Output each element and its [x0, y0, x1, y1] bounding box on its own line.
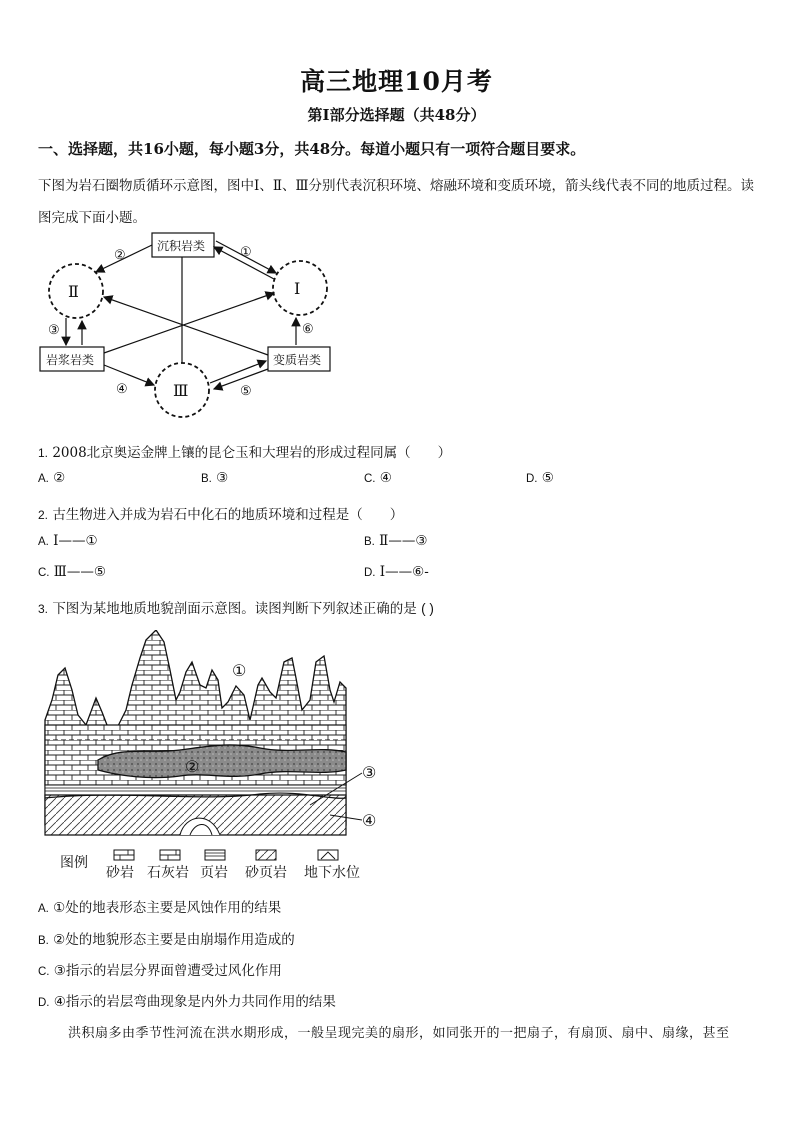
- mark-4: ④: [362, 811, 377, 830]
- option-label: B.: [38, 935, 49, 947]
- label-arrow-6: ⑥: [302, 322, 314, 337]
- option-mark: ②: [53, 932, 66, 948]
- option-text: Ⅰ——①: [53, 533, 98, 549]
- option-1c[interactable]: [364, 470, 392, 486]
- option-text: ④: [379, 470, 392, 486]
- option-3b[interactable]: [38, 928, 295, 948]
- label-arrow-5: ⑤: [240, 384, 252, 399]
- rock-cycle-diagram: [30, 225, 350, 425]
- legend-label-limestone: 石灰岩: [147, 864, 189, 880]
- option-label: D.: [38, 997, 50, 1009]
- option-3d[interactable]: [38, 990, 336, 1010]
- legend-icon-shale: [205, 850, 225, 860]
- mark-2: ②: [185, 757, 200, 776]
- geology-section-diagram: [40, 630, 400, 882]
- question-text: 2008北京奥运金牌上镶的昆仑玉和大理岩的形成过程同属（ ）: [52, 445, 452, 461]
- question-2: [38, 503, 403, 523]
- option-1b[interactable]: [201, 470, 228, 486]
- option-mark: ④: [53, 994, 66, 1010]
- option-label: C.: [364, 473, 376, 485]
- legend-icon-water-table: [318, 850, 338, 860]
- question-text: 下图为某地地质地貌剖面示意图。读图判断下列叙述正确的是: [52, 601, 417, 617]
- option-label: C.: [38, 567, 50, 579]
- page-title: 高三地理10月考: [300, 67, 493, 96]
- option-text: 处的地貌形态主要是由崩塌作用造成的: [65, 932, 295, 948]
- option-3a[interactable]: [38, 896, 281, 916]
- legend-label-sandstone: 砂岩: [106, 864, 134, 880]
- option-3c[interactable]: [38, 959, 282, 979]
- question-number: 1.: [38, 446, 49, 460]
- option-text: Ⅰ——⑥-: [379, 564, 429, 580]
- label-magma: 岩浆岩类: [46, 353, 95, 367]
- legend-icon-limestone: [160, 850, 180, 860]
- intro-paragraph: 下图为岩石圈物质循环示意图，图中Ⅰ、Ⅱ、Ⅲ分别代表沉积环境、熔融环境和变质环境，箭头线代表不同的地质过程。读图完成下面小题。: [38, 178, 755, 226]
- part-subtitle: 第Ⅰ部分选择题（共48分）: [307, 106, 486, 124]
- option-label: D.: [364, 567, 376, 579]
- legend-title: 图例: [60, 854, 88, 870]
- option-2d[interactable]: [364, 564, 429, 580]
- label-metamorphic: 变质岩类: [273, 353, 322, 367]
- option-text: Ⅲ——⑤: [53, 564, 106, 580]
- option-label: B.: [364, 536, 375, 548]
- option-label: B.: [201, 473, 212, 485]
- option-2c[interactable]: [38, 564, 106, 580]
- option-2a[interactable]: [38, 533, 98, 549]
- label-circle-III: Ⅲ: [173, 381, 189, 400]
- legend-label-water-table: 地下水位: [304, 864, 360, 880]
- option-label: C.: [38, 966, 50, 978]
- option-text: ⑤: [541, 470, 554, 486]
- label-circle-II: Ⅱ: [68, 282, 79, 301]
- label-arrow-4: ④: [116, 382, 128, 397]
- section-heading: 一、选择题，共16小题，每小题3分，共48分。每道小题只有一项符合题目要求。: [38, 140, 586, 158]
- option-text: 指示的岩层弯曲现象是内外力共同作用的结果: [65, 994, 336, 1010]
- answer-paren: ( ): [421, 601, 434, 616]
- legend-icon-sandstone: [114, 850, 134, 860]
- option-label: D.: [526, 473, 538, 485]
- option-text: ②: [53, 470, 66, 486]
- mark-1: ①: [232, 661, 247, 680]
- mark-3: ③: [362, 763, 377, 782]
- legend-icon-sandshale: [256, 850, 276, 860]
- question-1: [38, 441, 451, 461]
- option-mark: ①: [53, 900, 66, 916]
- option-text: 指示的岩层分界面曾遭受过风化作用: [65, 963, 282, 979]
- label-arrow-1: ①: [240, 245, 252, 260]
- option-1a[interactable]: [38, 470, 65, 486]
- option-label: A.: [38, 473, 49, 485]
- label-circle-I: Ⅰ: [294, 279, 301, 298]
- question-3: [38, 597, 434, 617]
- option-text: Ⅱ——③: [379, 533, 428, 549]
- option-label: A.: [38, 903, 49, 915]
- legend-label-shale: 页岩: [200, 864, 228, 880]
- option-text: ③: [216, 470, 229, 486]
- option-text: 处的地表形态主要是风蚀作用的结果: [65, 900, 282, 916]
- question-text: 古生物进入并成为岩石中化石的地质环境和过程是（ ）: [52, 507, 404, 523]
- question-number: 2.: [38, 508, 49, 522]
- option-mark: ③: [53, 963, 66, 979]
- next-passage: 洪积扇多由季节性河流在洪水期形成，一般呈现完美的扇形，如同张开的一把扇子，有扇顶、扇中、扇缘，甚至: [68, 1026, 730, 1041]
- question-number: 3.: [38, 602, 49, 616]
- option-2b[interactable]: [364, 533, 427, 549]
- label-arrow-3: ③: [48, 323, 60, 338]
- label-arrow-2: ②: [114, 248, 126, 263]
- option-label: A.: [38, 536, 49, 548]
- legend-label-sandshale: 砂页岩: [245, 864, 287, 880]
- label-sedimentary: 沉积岩类: [157, 239, 206, 253]
- option-1d[interactable]: [526, 470, 554, 486]
